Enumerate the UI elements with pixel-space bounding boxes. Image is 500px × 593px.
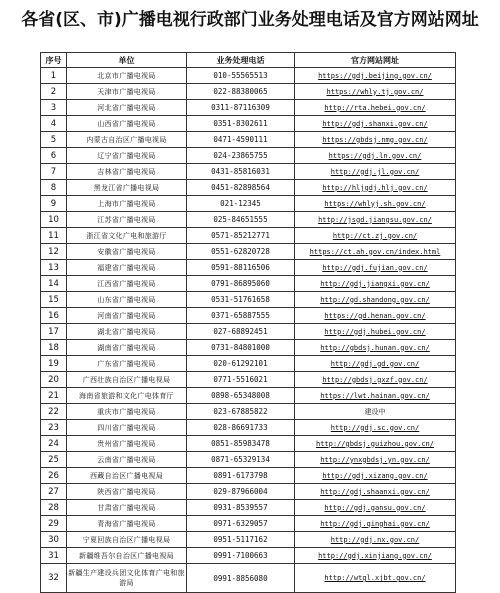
unit-name: 海南省旅游和文化广电体育厅 [67, 388, 187, 404]
website-link[interactable]: http://gd.shandong.gov.cn/ [320, 295, 430, 304]
table-row [41, 68, 456, 84]
phone-number: 0971-6329057 [187, 516, 295, 532]
website-link[interactable]: https://whlyj.sh.gov.cn/ [324, 199, 426, 208]
phone-number: 0531-51761658 [187, 292, 295, 308]
row-number: 27 [41, 484, 67, 500]
website-link[interactable]: http://gdj.xinjiang.gov.cn/ [318, 551, 432, 560]
website-cell [295, 516, 456, 532]
website-cell [295, 372, 456, 388]
website-link[interactable]: https://lwt.hainan.gov.cn/ [320, 391, 430, 400]
website-link[interactable]: http://gdj.fujian.gov.cn/ [322, 263, 428, 272]
table-row [41, 196, 456, 212]
unit-name: 甘肃省广播电视局 [67, 500, 187, 516]
row-number: 5 [41, 132, 67, 148]
phone-number: 0591-88116506 [187, 260, 295, 276]
phone-number: 0731-84801000 [187, 340, 295, 356]
table-row [41, 148, 456, 164]
table-row [41, 132, 456, 148]
unit-name: 吉林省广播电视局 [67, 164, 187, 180]
table-row [41, 100, 456, 116]
row-number: 15 [41, 292, 67, 308]
row-number: 9 [41, 196, 67, 212]
website-link[interactable]: https://gdj.beijing.gov.cn/ [318, 71, 432, 80]
website-cell [295, 164, 456, 180]
unit-name: 新疆维吾尔自治区广播电视局 [67, 548, 187, 564]
row-number: 25 [41, 452, 67, 468]
table-row [41, 420, 456, 436]
phone-number: 028-86691733 [187, 420, 295, 436]
table-row [41, 468, 456, 484]
phone-number: 0898-65348008 [187, 388, 295, 404]
unit-name: 四川省广播电视局 [67, 420, 187, 436]
website-status: 建设中 [364, 407, 386, 416]
table-row [41, 516, 456, 532]
table-row [41, 452, 456, 468]
row-number: 14 [41, 276, 67, 292]
website-link[interactable]: http://gdj.nx.gov.cn/ [330, 535, 420, 544]
unit-name: 新疆生产建设兵团文化体育广电和旅游局 [67, 564, 187, 593]
table-row [41, 116, 456, 132]
unit-name: 内蒙古自治区广播电视局 [67, 132, 187, 148]
header-row [41, 53, 456, 68]
table-row [41, 500, 456, 516]
website-cell [295, 564, 456, 593]
header-phone: 业务处理电话 [187, 53, 295, 68]
unit-name: 辽宁省广播电视局 [67, 148, 187, 164]
website-link[interactable]: https://gbdsj.nmg.gov.cn/ [322, 135, 428, 144]
website-cell [295, 548, 456, 564]
website-link[interactable]: https://gd.henan.gov.cn/ [324, 311, 426, 320]
phone-number: 0431-85816031 [187, 164, 295, 180]
website-link[interactable]: http://gdj.gd.gov.cn/ [330, 359, 420, 368]
unit-name: 河北省广播电视局 [67, 100, 187, 116]
website-cell [295, 132, 456, 148]
phone-number: 024-23865755 [187, 148, 295, 164]
table-row [41, 372, 456, 388]
website-cell [295, 68, 456, 84]
website-link[interactable]: http://gdj.shaanxi.gov.cn/ [320, 487, 430, 496]
website-cell [295, 276, 456, 292]
table-row [41, 484, 456, 500]
unit-name: 宁夏回族自治区广播电视局 [67, 532, 187, 548]
unit-name: 云南省广播电视局 [67, 452, 187, 468]
unit-name: 江西省广播电视局 [67, 276, 187, 292]
website-cell [295, 532, 456, 548]
contact-table [40, 52, 456, 593]
row-number: 30 [41, 532, 67, 548]
table-row [41, 548, 456, 564]
row-number: 18 [41, 340, 67, 356]
row-number: 7 [41, 164, 67, 180]
unit-name: 上海市广播电视局 [67, 196, 187, 212]
website-link[interactable]: https://ct.ah.gov.cn/index.html [309, 247, 441, 256]
table-row [41, 260, 456, 276]
row-number: 1 [41, 68, 67, 84]
phone-number: 027-68892451 [187, 324, 295, 340]
unit-name: 山西省广播电视局 [67, 116, 187, 132]
website-link[interactable]: http://jsgd.jiangsu.gov.cn/ [318, 215, 432, 224]
row-number: 16 [41, 308, 67, 324]
website-link[interactable]: http://gdj.hubei.gov.cn/ [324, 327, 426, 336]
website-link[interactable]: http://hljgdj.hlj.gov.cn/ [322, 183, 428, 192]
table-row [41, 228, 456, 244]
website-link[interactable]: http://gbdsj.guizhou.gov.cn/ [315, 439, 434, 448]
row-number: 21 [41, 388, 67, 404]
phone-number: 0351-8302611 [187, 116, 295, 132]
phone-number: 0991-7100663 [187, 548, 295, 564]
phone-number: 0571-85212771 [187, 228, 295, 244]
row-number: 20 [41, 372, 67, 388]
unit-name: 河南省广播电视局 [67, 308, 187, 324]
page-title: 各省(区、市)广播电视行政部门业务处理电话及官方网站网址 [21, 10, 479, 30]
table-row [41, 244, 456, 260]
unit-name: 天津市广播电视局 [67, 84, 187, 100]
unit-name: 青海省广播电视局 [67, 516, 187, 532]
phone-number: 0851-85983478 [187, 436, 295, 452]
phone-number: 0991-8856080 [187, 564, 295, 593]
website-link[interactable]: http://gdj.shanxi.gov.cn/ [322, 119, 428, 128]
table-row [41, 324, 456, 340]
website-cell [295, 468, 456, 484]
table-row [41, 436, 456, 452]
website-cell [295, 500, 456, 516]
website-link[interactable]: https://gdj.ln.gov.cn/ [328, 151, 422, 160]
table-row [41, 340, 456, 356]
table-row [41, 164, 456, 180]
unit-name: 湖南省广播电视局 [67, 340, 187, 356]
phone-number: 010-55565513 [187, 68, 295, 84]
row-number: 11 [41, 228, 67, 244]
unit-name: 浙江省文化广电和旅游厅 [67, 228, 187, 244]
website-link[interactable]: https://whly.tj.gov.cn/ [326, 87, 424, 96]
table-row [41, 212, 456, 228]
phone-number: 0371-65887555 [187, 308, 295, 324]
website-link[interactable]: http://gdj.xizang.gov.cn/ [322, 471, 428, 480]
unit-name: 西藏自治区广播电视局 [67, 468, 187, 484]
row-number: 8 [41, 180, 67, 196]
phone-number: 0771-5516021 [187, 372, 295, 388]
row-number: 32 [41, 564, 67, 593]
website-link[interactable]: http://gbdsj.hunan.gov.cn/ [320, 343, 430, 352]
phone-number: 0451-82898564 [187, 180, 295, 196]
website-cell [295, 212, 456, 228]
website-cell [295, 452, 456, 468]
website-cell [295, 388, 456, 404]
phone-number: 0951-5117162 [187, 532, 295, 548]
row-number: 28 [41, 500, 67, 516]
table-row [41, 180, 456, 196]
website-cell [295, 228, 456, 244]
unit-name: 广东省广播电视局 [67, 356, 187, 372]
website-cell [295, 100, 456, 116]
website-cell [295, 148, 456, 164]
website-cell [295, 308, 456, 324]
website-cell [295, 484, 456, 500]
website-cell [295, 116, 456, 132]
row-number: 26 [41, 468, 67, 484]
row-number: 12 [41, 244, 67, 260]
phone-number: 022-88380065 [187, 84, 295, 100]
phone-number: 0311-87116309 [187, 100, 295, 116]
website-cell [295, 436, 456, 452]
header-no: 序号 [41, 53, 67, 68]
website-link[interactable]: http://ct.zj.gov.cn/ [332, 231, 418, 240]
unit-name: 福建省广播电视局 [67, 260, 187, 276]
website-link[interactable]: http://gdj.qinghai.gov.cn/ [320, 519, 430, 528]
phone-number: 021-12345 [187, 196, 295, 212]
unit-name: 广西壮族自治区广播电视局 [67, 372, 187, 388]
phone-number: 0471-4590111 [187, 132, 295, 148]
table-row [41, 532, 456, 548]
website-link[interactable]: http://gbdsj.gxzf.gov.cn/ [322, 375, 428, 384]
table-body [41, 68, 456, 593]
unit-name: 贵州省广播电视局 [67, 436, 187, 452]
website-cell [295, 292, 456, 308]
row-number: 19 [41, 356, 67, 372]
website-link[interactable]: http://gdj.jiangxi.gov.cn/ [320, 279, 430, 288]
unit-name: 陕西省广播电视局 [67, 484, 187, 500]
unit-name: 安徽省广播电视局 [67, 244, 187, 260]
row-number: 3 [41, 100, 67, 116]
table-row [41, 388, 456, 404]
table-row [41, 356, 456, 372]
phone-number: 0891-6173798 [187, 468, 295, 484]
unit-name: 北京市广播电视局 [67, 68, 187, 84]
website-link[interactable]: http://gdj.sc.gov.cn/ [330, 423, 420, 432]
website-link[interactable]: http://wtgl.xjbt.gov.cn/ [324, 574, 426, 582]
row-number: 23 [41, 420, 67, 436]
phone-number: 0871-65329134 [187, 452, 295, 468]
table-row [41, 292, 456, 308]
phone-number: 0931-8539557 [187, 500, 295, 516]
website-cell [295, 180, 456, 196]
table-row [41, 564, 456, 593]
website-cell [295, 340, 456, 356]
phone-number: 023-67885822 [187, 404, 295, 420]
row-number: 4 [41, 116, 67, 132]
phone-number: 025-84651555 [187, 212, 295, 228]
unit-name: 山东省广播电视局 [67, 292, 187, 308]
website-cell [295, 196, 456, 212]
row-number: 31 [41, 548, 67, 564]
website-cell [295, 260, 456, 276]
header-unit: 单位 [67, 53, 187, 68]
website-cell [295, 404, 456, 420]
website-link[interactable]: http://ynxgbdsj.yn.gov.cn/ [320, 455, 430, 464]
unit-name: 江苏省广播电视局 [67, 212, 187, 228]
row-number: 22 [41, 404, 67, 420]
website-link[interactable]: http://rta.hebei.gov.cn/ [324, 103, 426, 112]
unit-name: 重庆市广播电视局 [67, 404, 187, 420]
row-number: 29 [41, 516, 67, 532]
table-row [41, 308, 456, 324]
table-row [41, 276, 456, 292]
header-url: 官方网站网址 [295, 53, 456, 68]
unit-name: 湖北省广播电视局 [67, 324, 187, 340]
website-cell [295, 84, 456, 100]
website-link[interactable]: http://gdj.jl.gov.cn/ [330, 167, 420, 176]
row-number: 13 [41, 260, 67, 276]
row-number: 17 [41, 324, 67, 340]
row-number: 6 [41, 148, 67, 164]
unit-name: 黑龙江省广播电视局 [67, 180, 187, 196]
website-cell [295, 356, 456, 372]
website-cell [295, 244, 456, 260]
website-link[interactable]: http://gdj.gansu.gov.cn/ [324, 503, 426, 512]
phone-number: 0791-86895060 [187, 276, 295, 292]
table-row [41, 84, 456, 100]
phone-number: 029-87966004 [187, 484, 295, 500]
row-number: 24 [41, 436, 67, 452]
row-number: 2 [41, 84, 67, 100]
website-cell [295, 324, 456, 340]
row-number: 10 [41, 212, 67, 228]
website-cell [295, 420, 456, 436]
phone-number: 020-61292101 [187, 356, 295, 372]
table-row [41, 404, 456, 420]
phone-number: 0551-62820728 [187, 244, 295, 260]
